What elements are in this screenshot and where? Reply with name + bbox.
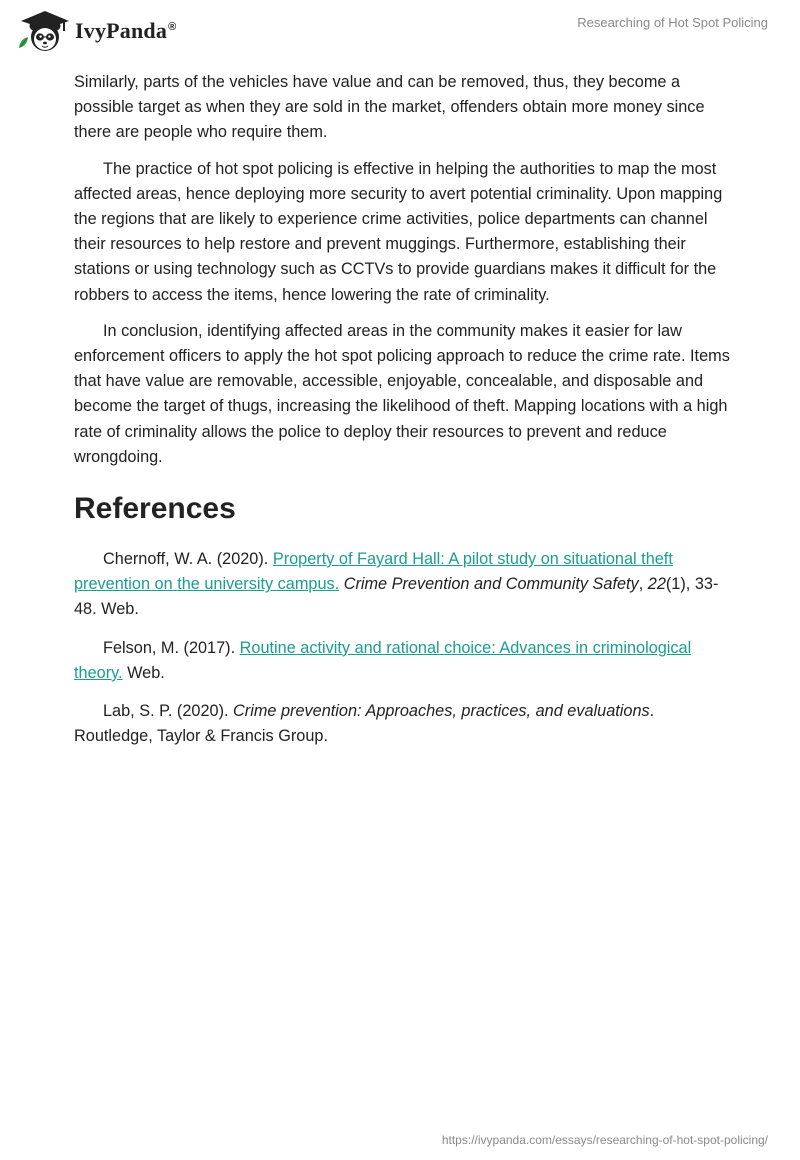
document-title: Researching of Hot Spot Policing — [577, 15, 768, 30]
panda-graduate-icon — [15, 8, 71, 54]
page-header — [0, 0, 800, 60]
reference-link[interactable]: Routine activity and rational choice: Advances in criminological theory. — [74, 638, 692, 682]
essay-content — [74, 70, 730, 762]
registered-mark: ® — [168, 20, 177, 33]
references-heading: References — [74, 492, 236, 526]
reference-link[interactable]: Property of Fayard Hall: A pilot study on situational theft prevention on the university campus. — [74, 550, 673, 594]
reference-author: Felson, M. (2017). — [103, 638, 240, 657]
reference-journal: Crime Prevention and Community Safety — [343, 575, 639, 594]
body-paragraph: The practice of hot spot policing is effective in helping the authorities to map the most affected areas, hence deploying more security to avert potential criminality. Upon mapping the regions that are likely to experience crime activities, police departments can channel their resources to help restore and prevent muggings. Furthermore, establishing their stations or using technology such as CCTVs to provide guardians makes it difficult for the robbers to access the items, hence lowering the rate of criminality. — [74, 159, 723, 304]
body-paragraph: Similarly, parts of the vehicles have value and can be removed, thus, they become a possible target as when they are sold in the market, offenders obtain more money since there are people who require them. — [74, 73, 705, 142]
reference-author: Chernoff, W. A. (2020). — [103, 550, 273, 569]
reference-author: Lab, S. P. (2020). — [103, 702, 234, 721]
body-paragraph: In conclusion, identifying affected areas in the community makes it easier for law enforcement officers to apply the hot spot policing approach to reduce the crime rate. Items that have value are removable, accessible, enjoyable, concealable, and disposable and become the target of thugs, increasing the likelihood of theft. Mapping locations with a high rate of criminality allows the police to deploy their resources to prevent and reduce wrongdoing. — [74, 321, 730, 466]
reference-item: Chernoff, W. A. (2020). Property of Fayard Hall: A pilot study on situational theft prevention on the university campus. Crime Prevention and Community Safety, 22(1), 33-48. Web. — [74, 550, 719, 619]
reference-volume: 22 — [647, 575, 666, 594]
ivypanda-logo[interactable] — [15, 8, 176, 54]
footer-url: https://ivypanda.com/essays/researching-of-hot-spot-policing/ — [441, 1133, 768, 1147]
reference-title: Crime prevention: Approaches, practices, and evaluations — [233, 702, 650, 721]
brand-name: IvyPanda® — [75, 18, 177, 43]
reference-item: Felson, M. (2017). Routine activity and rational choice: Advances in criminological theory. Web. — [74, 638, 692, 682]
reference-item: Lab, S. P. (2020). Crime prevention: Approaches, practices, and evaluations. Routledge, Taylor & Francis Group. — [74, 702, 655, 746]
